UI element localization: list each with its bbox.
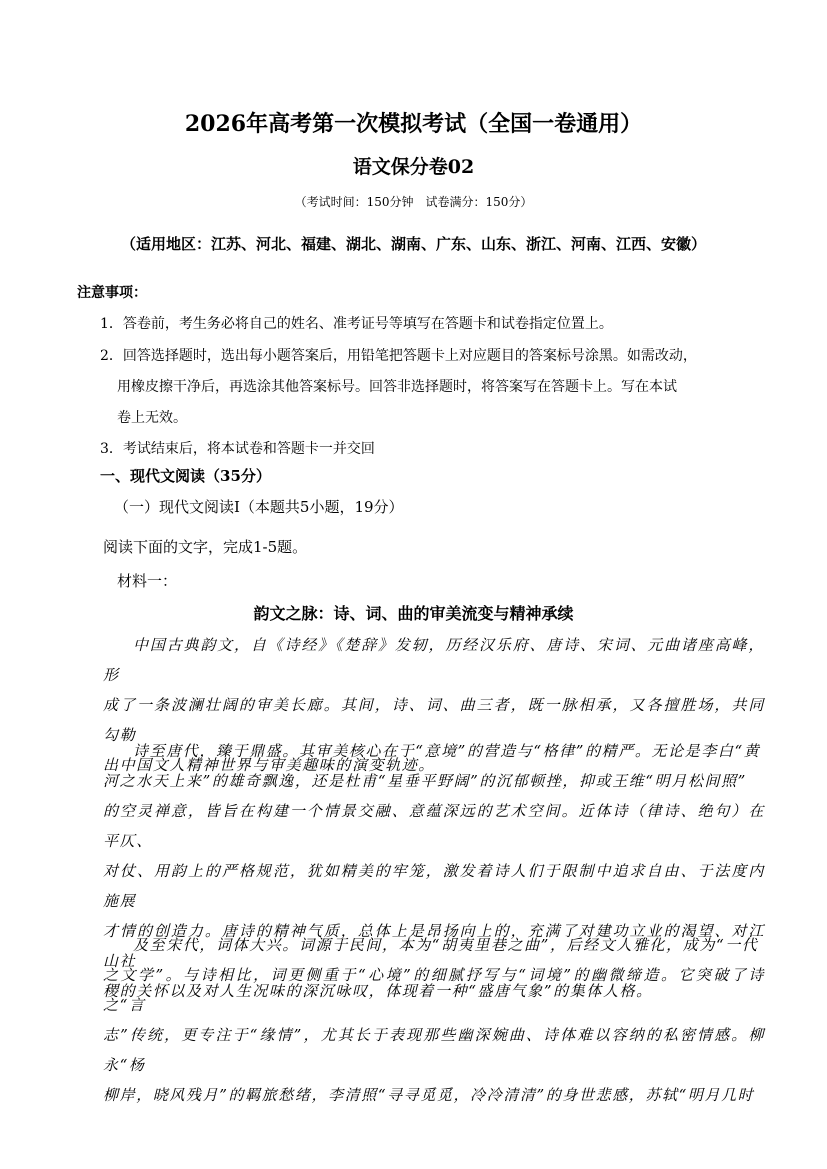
article-paragraph: [103, 930, 765, 1110]
notice-line: 3．考试结束后，将本试卷和答题卡一并交回: [100, 441, 375, 457]
notice-heading: 注意事项：: [77, 285, 147, 301]
notice-item-3: [100, 434, 760, 465]
exam-title: 2026年高考第一次模拟考试（全国一卷通用）: [184, 111, 643, 137]
notice-item-2: [100, 341, 760, 434]
paragraph-line: 诗至唐代，臻于鼎盛。其审美核心在于“意境”的营造与“格律”的精严。无论是李白“黄: [133, 742, 761, 760]
reading-instruction: 阅读下面的文字，完成1-5题。: [103, 538, 308, 556]
paragraph-line: 稷的关怀以及对人生况味的深沉咏叹，体现着一种“盛唐气象”的集体人格。: [103, 982, 653, 1000]
paragraph-line: 志”传统，更专注于“缘情”，尤其长于表现那些幽深婉曲、诗体难以容纳的私密情感。柳永“杨: [103, 1026, 765, 1074]
applicable-regions: （适用地区：江苏、河北、福建、湖北、湖南、广东、山东、浙江、河南、江西、安徽）: [120, 235, 706, 253]
section-heading: 一、现代文阅读（35分）: [100, 467, 271, 485]
article-title: 韵文之脉：诗、词、曲的审美流变与精神承续: [253, 604, 574, 623]
exam-meta: （考试时间：150分钟 试卷满分：150分）: [294, 195, 533, 209]
notice-line: 卷上无效。: [117, 410, 187, 426]
paragraph-line: 之文学”。与诗相比，词更侧重于“心境”的细腻抒写与“词境”的幽微缔造。它突破了诗之“言: [103, 966, 765, 1014]
paragraph-line: 成了一条波澜壮阔的审美长廊。其间，诗、词、曲三者，既一脉相承，又各擅胜场，共同勾勒: [103, 696, 765, 744]
paragraph-line: 及至宋代，词体大兴。词源于民间，本为“胡夷里巷之曲”，后经文人雅化，成为“一代: [133, 936, 759, 954]
paragraph-line: 对仗、用韵上的严格规范，犹如精美的牢笼，激发着诗人们于限制中追求自由、于法度内施展: [103, 862, 765, 910]
paragraph-line: 柳岸，晓风残月”的羁旅愁绪，李清照“寻寻觅觅，冷冷清清”的身世悲感，苏轼“明月几时: [103, 1086, 755, 1104]
exam-subtitle: 语文保分卷02: [352, 156, 475, 178]
notice-line: 用橡皮擦干净后，再选涂其他答案标号。回答非选择题时，将答案写在答题卡上。写在本试: [117, 379, 677, 395]
paragraph-line: 出中国文人精神世界与审美趣味的演变轨迹。: [103, 756, 436, 774]
notice-line: 1．答卷前，考生务必将自己的姓名、准考证号等填写在答题卡和试卷指定位置上。: [100, 316, 613, 332]
notice-line: 2．回答选择题时，选出每小题答案后，用铅笔把答题卡上对应题目的答案标号涂黑。如需改动，: [100, 348, 697, 364]
paragraph-line: 才情的创造力。唐诗的精神气质，总体上是昂扬向上的，充满了对建功立业的渴望、对江山社: [103, 922, 765, 970]
section-subheading: （一）现代文阅读Ⅰ（本题共5小题，19分）: [114, 498, 404, 516]
material-label: 材料一：: [117, 572, 178, 590]
paragraph-line: 的空灵禅意，皆旨在构建一个情景交融、意蕴深远的艺术空间。近体诗（律诗、绝句）在平仄、: [103, 802, 765, 850]
paragraph-line: 中国古典韵文，自《诗经》《楚辞》发轫，历经汉乐府、唐诗、宋词、元曲诸座高峰，形: [103, 636, 765, 684]
paragraph-line: 河之水天上来”的雄奇飘逸，还是杜甫“星垂平野阔”的沉郁顿挫，抑或王维“明月松间照”: [103, 772, 747, 790]
notice-item-1: [100, 309, 760, 340]
